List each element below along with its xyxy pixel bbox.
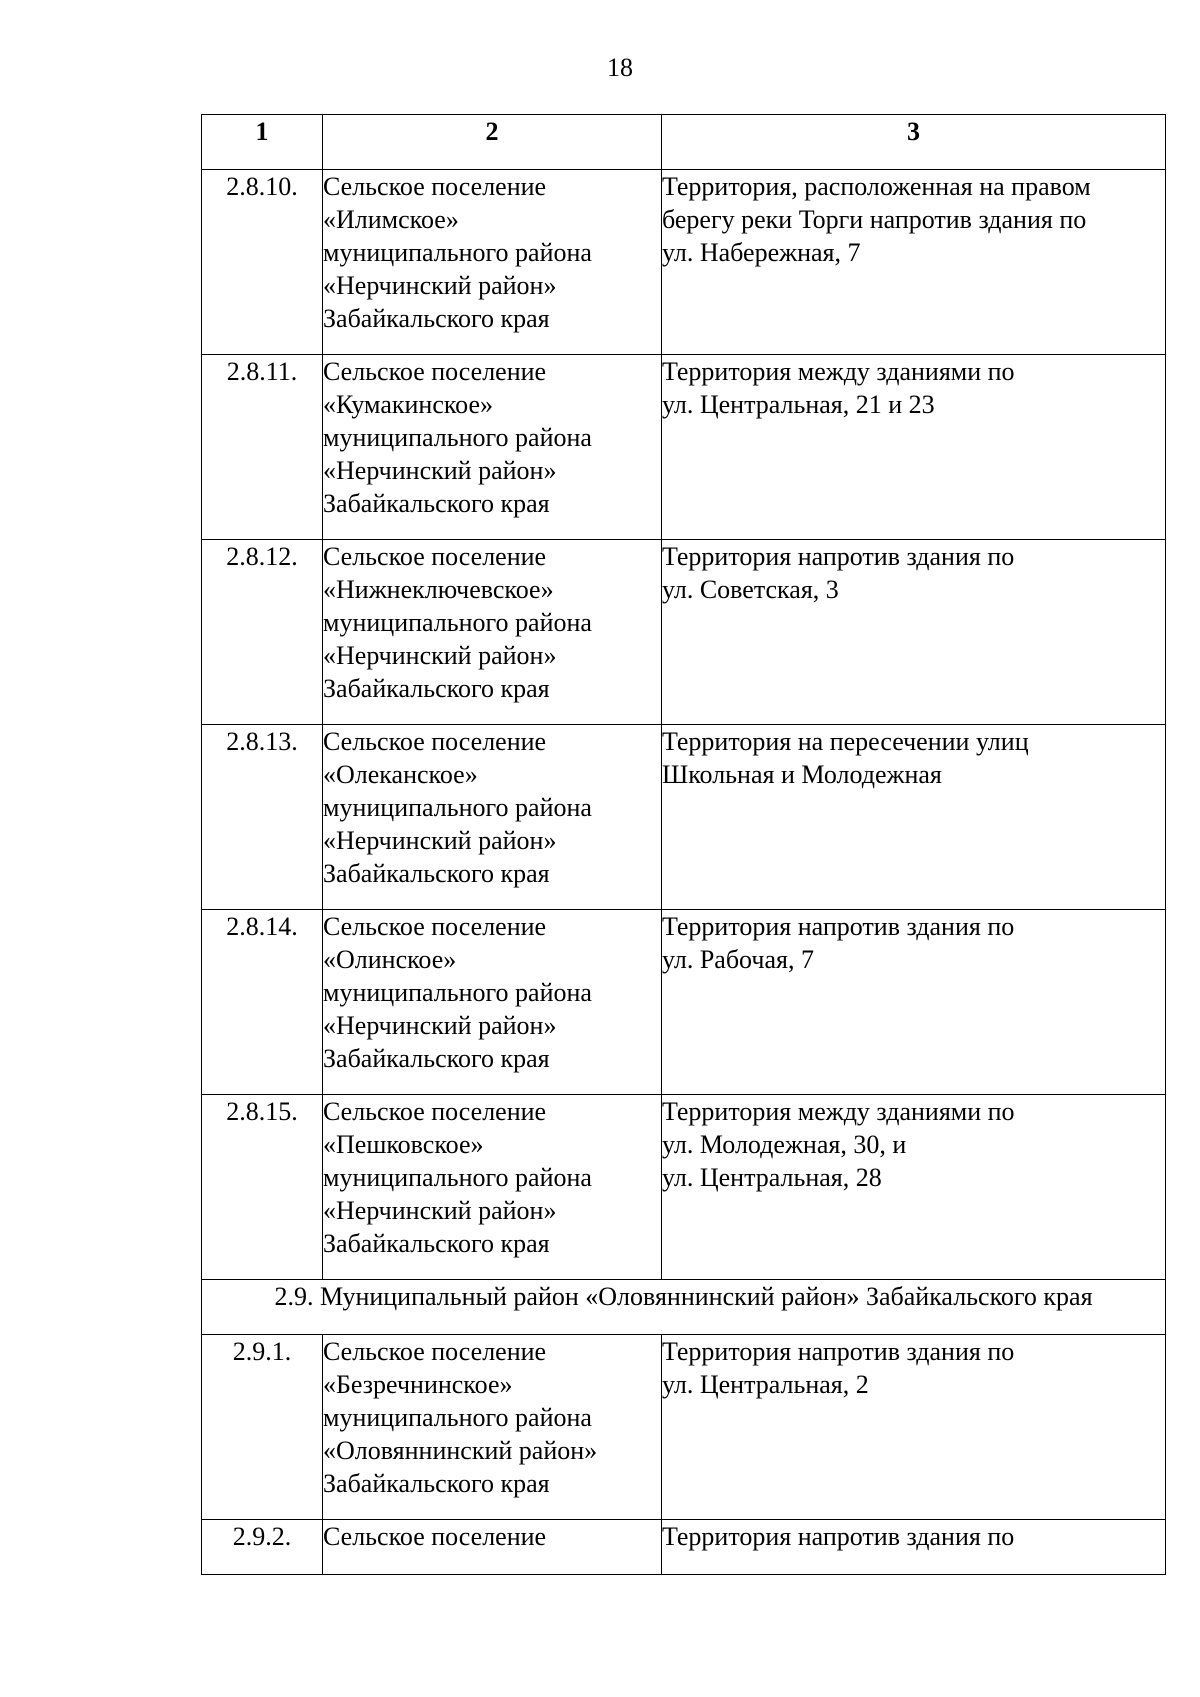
loc-line: ул. Молодежная, 30, и (662, 1130, 907, 1159)
table-row (202, 725, 1166, 910)
name-line: Сельское поселение (323, 172, 547, 201)
loc-line: ул. Центральная, 21 и 23 (662, 390, 935, 419)
name-line: «Олеканское» (323, 760, 478, 789)
name-line: «Нижнеключевское» (323, 575, 554, 604)
name-line: «Нерчинский район» (323, 641, 557, 670)
loc-line: Территория напротив здания по (662, 1522, 1015, 1551)
name-line: «Оловяннинский район» (323, 1436, 598, 1465)
location-cell (662, 540, 1166, 725)
name-line: муниципального района (323, 793, 592, 822)
row-number: 2.8.13. (202, 725, 323, 910)
name-line: «Нерчинский район» (323, 1011, 557, 1040)
table-row (202, 170, 1166, 355)
loc-line: ул. Рабочая, 7 (662, 945, 814, 974)
settlement-name-cell (323, 1520, 662, 1575)
name-line: муниципального района (323, 608, 592, 637)
name-line: муниципального района (323, 1403, 592, 1432)
name-line: Забайкальского края (323, 489, 550, 518)
table-row (202, 1520, 1166, 1575)
table-header-row (202, 115, 1166, 170)
name-line: «Нерчинский район» (323, 271, 557, 300)
settlement-name-cell (323, 725, 662, 910)
row-number: 2.9.1. (202, 1335, 323, 1520)
name-line: Забайкальского края (323, 304, 550, 333)
loc-line: Территория между зданиями по (662, 1097, 1015, 1126)
row-number: 2.8.10. (202, 170, 323, 355)
name-line: муниципального района (323, 423, 592, 452)
column-header-2: 2 (323, 115, 662, 170)
section-heading: 2.9. Муниципальный район «Оловяннинский район» Забайкальского края (202, 1280, 1166, 1335)
loc-line: берегу реки Торги напротив здания по (662, 205, 1087, 234)
name-line: «Безречнинское» (323, 1370, 513, 1399)
name-line: Сельское поселение (323, 357, 547, 386)
name-line: муниципального района (323, 1163, 592, 1192)
row-number: 2.8.12. (202, 540, 323, 725)
loc-line: ул. Советская, 3 (662, 575, 839, 604)
settlement-name-cell (323, 910, 662, 1095)
location-cell (662, 910, 1166, 1095)
name-line: Забайкальского края (323, 1229, 550, 1258)
table-row (202, 1335, 1166, 1520)
name-line: Сельское поселение (323, 912, 547, 941)
loc-line: Территория напротив здания по (662, 542, 1015, 571)
location-cell (662, 355, 1166, 540)
loc-line: Территория, расположенная на правом (662, 172, 1091, 201)
loc-line: Территория на пересечении улиц (662, 727, 1029, 756)
row-number: 2.8.14. (202, 910, 323, 1095)
table-row (202, 355, 1166, 540)
name-line: Забайкальского края (323, 1044, 550, 1073)
name-line: муниципального района (323, 978, 592, 1007)
location-cell (662, 170, 1166, 355)
loc-line: Территория между зданиями по (662, 357, 1015, 386)
name-line: Забайкальского края (323, 674, 550, 703)
loc-line: Территория напротив здания по (662, 1337, 1015, 1366)
loc-line: ул. Набережная, 7 (662, 238, 861, 267)
name-line: «Кумакинское» (323, 390, 494, 419)
name-line: «Илимское» (323, 205, 459, 234)
table-body (202, 170, 1166, 1575)
name-line: Сельское поселение (323, 727, 547, 756)
row-number: 2.8.11. (202, 355, 323, 540)
name-line: «Нерчинский район» (323, 456, 557, 485)
name-line: Сельское поселение (323, 1337, 547, 1366)
settlement-name-cell (323, 540, 662, 725)
name-line: Сельское поселение (323, 1097, 547, 1126)
name-line: Сельское поселение (323, 542, 547, 571)
name-line: «Олинское» (323, 945, 457, 974)
table-row (202, 910, 1166, 1095)
settlement-name-cell (323, 355, 662, 540)
name-line: Сельское поселение (323, 1522, 547, 1551)
page-number: 18 (607, 53, 633, 82)
name-line: муниципального района (323, 238, 592, 267)
table-row (202, 1095, 1166, 1280)
row-number: 2.9.2. (202, 1520, 323, 1575)
section-heading-row (202, 1280, 1166, 1335)
column-header-1: 1 (202, 115, 323, 170)
location-cell (662, 725, 1166, 910)
location-cell (662, 1520, 1166, 1575)
loc-line: ул. Центральная, 2 (662, 1370, 869, 1399)
location-cell (662, 1335, 1166, 1520)
settlement-name-cell (323, 1335, 662, 1520)
settlement-name-cell (323, 170, 662, 355)
settlements-table (201, 114, 1166, 1575)
table-row (202, 540, 1166, 725)
settlement-name-cell (323, 1095, 662, 1280)
name-line: Забайкальского края (323, 1469, 550, 1498)
row-number: 2.8.15. (202, 1095, 323, 1280)
location-cell (662, 1095, 1166, 1280)
name-line: «Нерчинский район» (323, 1196, 557, 1225)
loc-line: Школьная и Молодежная (662, 760, 942, 789)
column-header-3: 3 (662, 115, 1166, 170)
name-line: «Нерчинский район» (323, 826, 557, 855)
loc-line: Территория напротив здания по (662, 912, 1015, 941)
name-line: «Пешковское» (323, 1130, 484, 1159)
loc-line: ул. Центральная, 28 (662, 1163, 882, 1192)
name-line: Забайкальского края (323, 859, 550, 888)
